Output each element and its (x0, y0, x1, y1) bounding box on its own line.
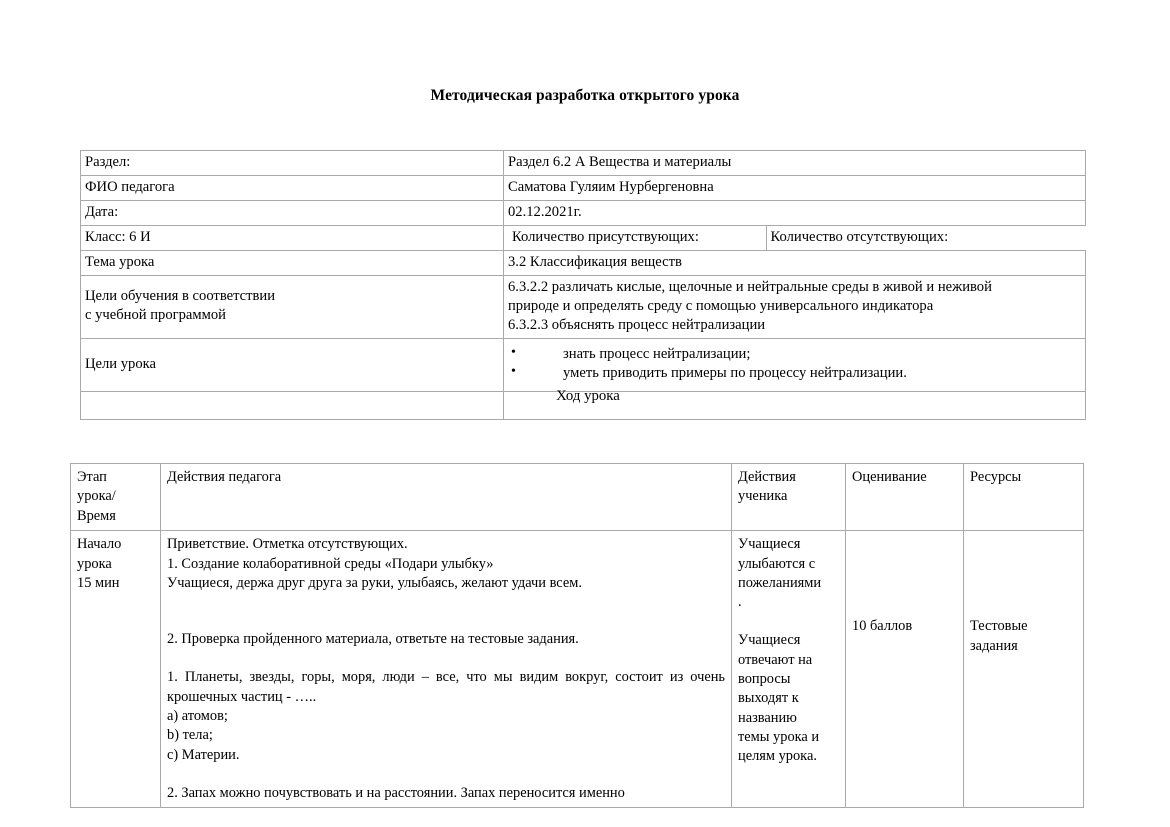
info-value-date: 02.12.2021г. (504, 200, 1086, 225)
column-header-assessment: Оценивание (846, 464, 964, 531)
stage-header-line-3: Время (77, 507, 116, 524)
paragraph-spacer (167, 650, 725, 669)
stage-header-line-1: Этап (77, 469, 107, 485)
column-header-teacher-actions: Действия педагога (161, 464, 732, 531)
student-action-line-1: Учащиеся (738, 536, 801, 553)
lesson-flow-caption: Ход урока (556, 388, 620, 404)
lesson-goals-list (508, 345, 1081, 384)
test-option-a: a) атомов; (167, 707, 228, 724)
learning-objectives-label-line-2: с учебной программой (85, 307, 226, 324)
info-label-topic: Тема урока (81, 250, 504, 275)
stage-line-2: урока (77, 555, 112, 572)
paragraph-spacer (738, 613, 839, 632)
cell-assessment (846, 531, 964, 808)
resources-line-2: задания (970, 637, 1018, 654)
table-row (81, 200, 1086, 225)
teacher-action-line-4: 2. Проверка пройденного материала, ответьте на тестовые задания. (167, 631, 579, 648)
info-label-section: Раздел: (81, 151, 504, 176)
cell-resources (964, 531, 1084, 808)
cell-stage-time (71, 531, 161, 808)
info-label-teacher: ФИО педагога (81, 175, 504, 200)
list-item: • уметь приводить примеры по процессу нейтрализации. (508, 364, 1081, 383)
test-option-b: b) тела; (167, 727, 213, 744)
info-value-absent: Количество отсутствующих: (770, 228, 949, 245)
stage-header-line-2: урока/ (77, 488, 116, 505)
list-item: • знать процесс нейтрализации; (508, 345, 1081, 364)
test-question-1: 1. Планеты, звезды, горы, моря, люди – все, что мы видим вокруг, состоит из очень крошечных частиц - ….. (167, 669, 725, 705)
learning-objective-line-2: природе и определять среду с помощью универсального индикатора (508, 297, 934, 314)
assessment-value: 10 баллов (852, 618, 913, 635)
table-row (81, 338, 1086, 391)
student-action-line-9: названию (738, 709, 797, 726)
student-action-line-2: улыбаются с (738, 555, 816, 572)
teacher-action-line-1: Приветствие. Отметка отсутствующих. (167, 536, 408, 553)
learning-objective-line-1: 6.3.2.2 различать кислые, щелочные и нейтральные среды в живой и неживой (508, 278, 992, 295)
info-value-attendance-wrap (504, 225, 1086, 250)
table-row (81, 175, 1086, 200)
stage-line-1: Начало (77, 536, 122, 553)
student-action-line-6: отвечают на (738, 651, 813, 668)
info-value-lesson-goals (504, 338, 1086, 391)
lesson-flow-table (70, 463, 1084, 808)
student-action-line-11: целям урока. (738, 748, 817, 765)
cell-teacher-actions (161, 531, 732, 808)
info-value-teacher: Саматова Гуляим Нурбергеновна (504, 175, 1086, 200)
info-label-date: Дата: (81, 200, 504, 225)
learning-objectives-label-line-1: Цели обучения в соответствии (85, 288, 276, 305)
test-option-c: c) Материи. (167, 746, 240, 763)
info-value-topic: 3.2 Классификация веществ (504, 250, 1086, 275)
info-value-learning-objectives (504, 275, 1086, 338)
test-question-2: 2. Запах можно почувствовать и на расстоянии. Запах переносится именно (167, 784, 625, 801)
learning-objective-line-3: 6.3.2.3 объяснять процесс нейтрализации (508, 316, 766, 333)
table-header-row (71, 464, 1084, 531)
paragraph-spacer (167, 765, 725, 784)
student-action-line-8: выходят к (738, 690, 799, 707)
table-row (71, 531, 1084, 808)
info-value-section: Раздел 6.2 А Вещества и материалы (504, 151, 1086, 176)
stage-line-3: 15 мин (77, 574, 120, 591)
cell-student-actions (732, 531, 846, 808)
info-label-learning-objectives (81, 275, 504, 338)
teacher-action-line-3: Учащиеся, держа друг друга за руки, улыбаясь, желают удачи всем. (167, 574, 582, 591)
student-header-line-2: ученика (738, 488, 788, 505)
info-label-class: Класс: 6 И (81, 225, 504, 250)
column-header-student-actions (732, 464, 846, 531)
student-action-line-3: пожеланиями (738, 574, 822, 591)
student-action-line-4: . (738, 594, 742, 611)
student-action-line-5: Учащиеся (738, 632, 801, 649)
column-header-stage (71, 464, 161, 531)
page-title: Методическая разработка открытого урока (430, 87, 740, 104)
student-header-line-1: Действия (738, 469, 796, 485)
column-header-resources: Ресурсы (964, 464, 1084, 531)
table-row (81, 225, 1086, 250)
paragraph-spacer (167, 593, 725, 612)
paragraph-spacer (167, 612, 725, 631)
resources-line-1: Тестовые (970, 618, 1028, 635)
student-action-line-7: вопросы (738, 670, 791, 687)
student-action-line-10: темы урока и (738, 729, 820, 745)
teacher-action-line-2: 1. Создание колаборативной среды «Подари улыбку» (167, 555, 494, 572)
table-row (81, 151, 1086, 176)
table-row (81, 275, 1086, 338)
lesson-info-table (80, 150, 1086, 420)
info-label-lesson-goals: Цели урока (81, 338, 504, 391)
info-value-present: Количество присутствующих: (504, 226, 766, 250)
table-row (81, 250, 1086, 275)
